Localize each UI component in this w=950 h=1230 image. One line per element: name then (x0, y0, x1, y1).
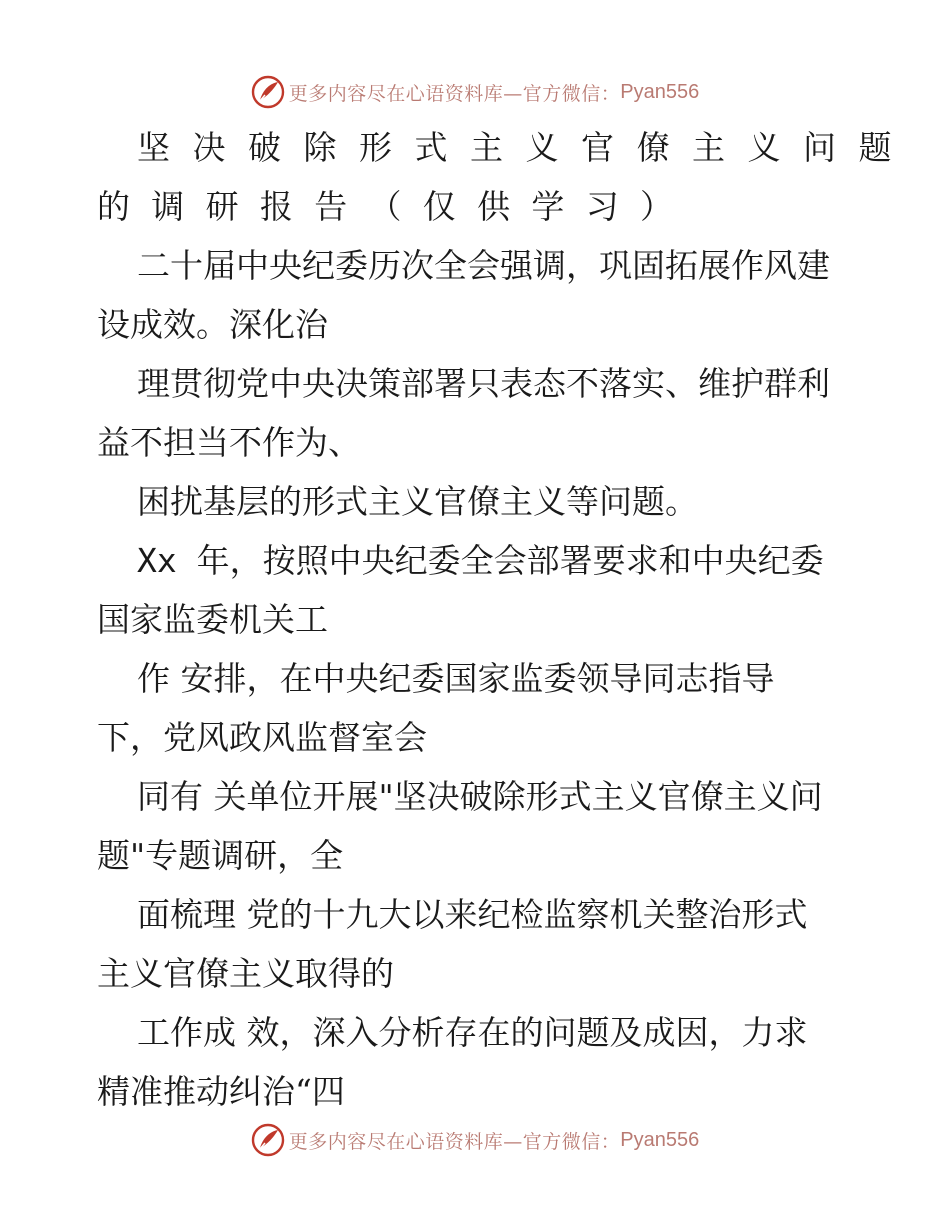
paragraph-line (97, 531, 857, 590)
paragraph-line: 同有 关单位开展"坚决破除形式主义官僚主义问 (137, 777, 823, 816)
banner-text: 更多内容尽在心语资料库—官方微信： (288, 1130, 621, 1153)
paragraph-line: 作 安排，在中央纪委国家监委领导同志指导 (137, 659, 775, 698)
paragraph-line: 主义官僚主义取得的 (97, 954, 394, 993)
feather-pen-logo-icon (251, 1123, 285, 1157)
document-title-line-1: 坚决破除形式主义官僚主义问题 (137, 128, 914, 167)
paragraph-line: 困扰基层的形式主义官僚主义等问题。 (137, 482, 698, 521)
document-body (97, 118, 914, 1121)
paragraph-line: 理贯彻党中央决策部署只表态不落实、维护群利 (137, 364, 830, 403)
paragraph-line: 题"专题调研，全 (97, 836, 344, 875)
paragraph-line: 二十届中央纪委历次全会强调，巩固拓展作风建 (137, 246, 830, 285)
paragraph-line: 面梳理 党的十九大以来纪检监察机关整治形式 (137, 895, 808, 934)
paragraph-line: 国家监委机关工 (97, 600, 328, 639)
year-placeholder: Xx (137, 541, 197, 580)
paragraph-line: 益不担当不作为、 (97, 423, 361, 462)
paragraph-line: 精准推动纠治“四 (97, 1072, 345, 1111)
banner-wechat-id: Pyan556 (620, 1128, 700, 1151)
paragraph-line: 下，党风政风监督室会 (97, 718, 427, 757)
document-title-line-2: 的调研报告（仅供学习） (97, 187, 695, 226)
header-watermark-banner (0, 70, 950, 114)
banner-text: 更多内容尽在心语资料库—官方微信： (288, 82, 621, 105)
feather-pen-logo-icon (251, 75, 285, 109)
footer-watermark-banner (0, 1118, 950, 1162)
paragraph-line-text: 年，按照中央纪委全会部署要求和中央纪委 (196, 541, 824, 580)
banner-wechat-id: Pyan556 (620, 80, 700, 103)
paragraph-line: 工作成 效，深入分析存在的问题及成因，力求 (137, 1013, 808, 1052)
paragraph-line: 设成效。深化治 (97, 305, 328, 344)
